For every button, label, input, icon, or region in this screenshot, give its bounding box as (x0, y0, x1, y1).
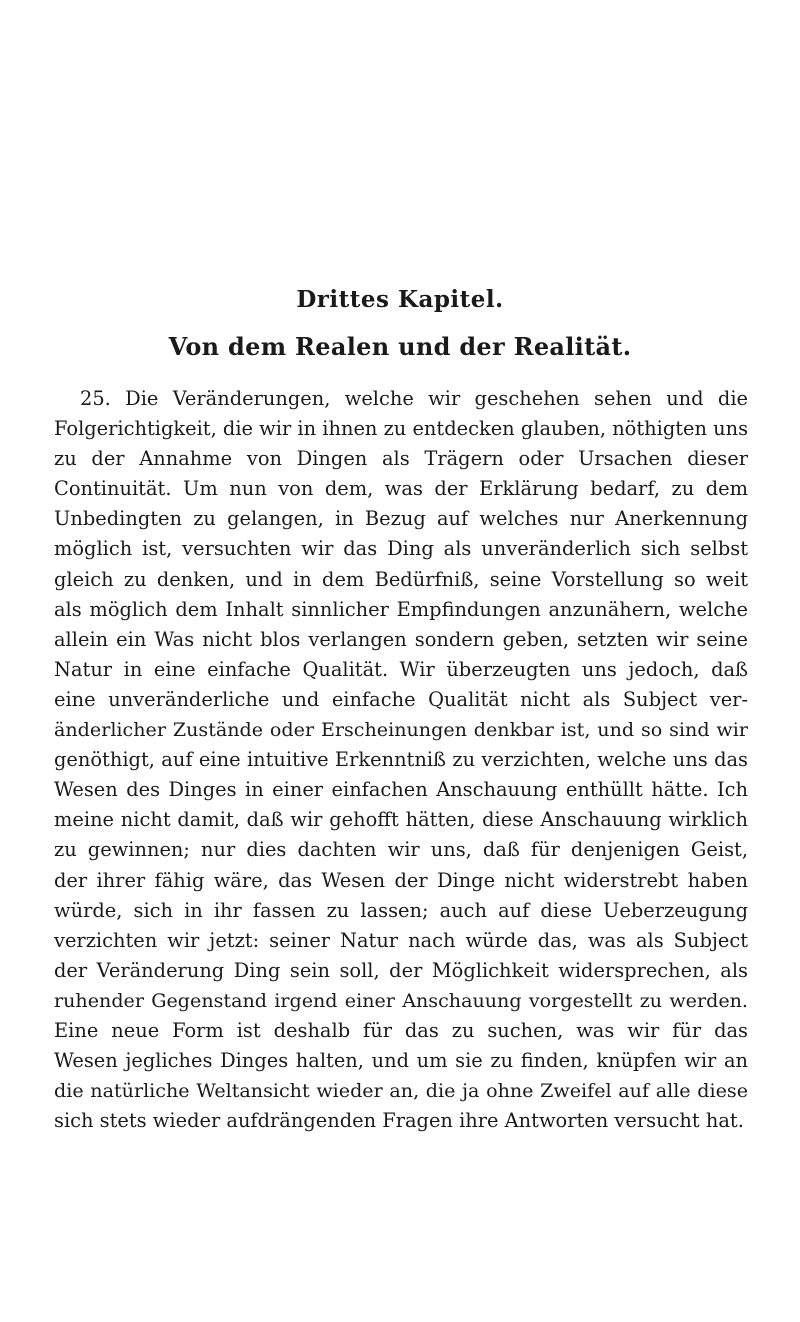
text-line: Wesen des Dinges in einer einfachen Anschauung enthüllt hätte. Ich (54, 778, 748, 802)
text-line: gleich zu denken, und in dem Bedürfniß, seine Vorstellung so weit (54, 567, 748, 591)
text-line: Natur in eine einfache Qualität. Wir überzeugten uns jedoch, daß (54, 657, 748, 681)
text-line: meine nicht damit, daß wir gehofft hätten, diese Anschauung wirklich (54, 808, 748, 832)
text-line: genöthigt, auf eine intuitive Erkenntniß zu verzichten, welche uns das (54, 748, 748, 772)
text-line: verzichten wir jetzt: seiner Natur nach würde das, was als Subject (54, 928, 748, 952)
text-line: möglich ist, versuchten wir das Ding als unveränderlich sich selbst (54, 537, 748, 561)
text-line: 25. Die Veränderungen, welche wir geschehen sehen und die (80, 387, 748, 410)
text-line: als möglich dem Inhalt sinnlicher Empfindungen anzunähern, welche (54, 597, 748, 621)
text-line: zu der Annahme von Dingen als Trägern oder Ursachen dieser (54, 447, 748, 471)
text-line: Continuität. Um nun von dem, was der Erklärung bedarf, zu dem (54, 477, 748, 501)
text-line: Unbedingten zu gelangen, in Bezug auf welches nur Anerkennung (54, 507, 748, 531)
text-line: allein ein Was nicht blos verlangen sondern geben, setzten wir seine (54, 627, 748, 651)
text-line: Eine neue Form ist deshalb für das zu suchen, was wir für das (54, 1018, 748, 1042)
text-line: änderlicher Zustände oder Erscheinungen denkbar ist, und so sind wir (54, 718, 748, 742)
paragraph-25 (54, 384, 748, 1136)
text-line: die natürliche Weltansicht wieder an, die ja ohne Zweifel auf alle diese (54, 1079, 748, 1103)
chapter-heading: Drittes Kapitel. (296, 286, 504, 313)
text-line: eine unveränderliche und einfache Qualität nicht als Subject ver- (54, 687, 748, 711)
text-line: zu gewinnen; nur dies dachten wir uns, daß für denjenigen Geist, (54, 838, 748, 862)
text-line: Wesen jegliches Dinges halten, und um sie zu finden, knüpfen wir an (54, 1049, 748, 1073)
text-line: Folgerichtigkeit, die wir in ihnen zu entdecken glauben, nöthigten uns (54, 417, 748, 441)
text-line: sich stets wieder aufdrängenden Fragen ihre Antworten versucht hat. (54, 1109, 744, 1133)
chapter-title: Von dem Realen und der Realität. (168, 332, 632, 361)
text-line: der ihrer fähig wäre, das Wesen der Dinge nicht widerstrebt haben (54, 868, 748, 892)
text-line: ruhender Gegenstand irgend einer Anschauung vorgestellt zu werden. (54, 988, 748, 1012)
text-line: würde, sich in ihr fassen zu lassen; auch auf diese Ueberzeugung (54, 898, 748, 922)
text-line: der Veränderung Ding sein soll, der Möglichkeit widersprechen, als (54, 958, 748, 982)
